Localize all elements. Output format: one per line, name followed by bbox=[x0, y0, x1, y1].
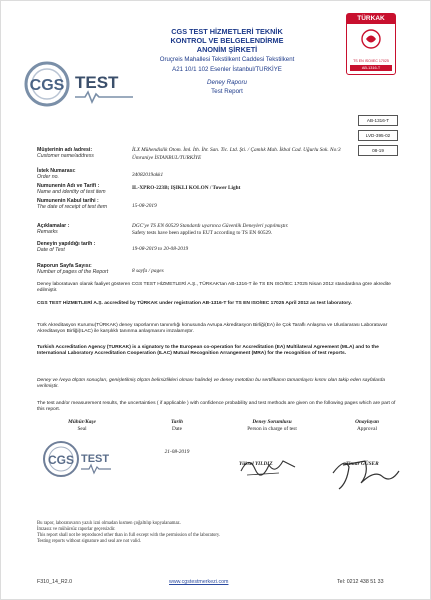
org-address-line1: Oruçreis Mahallesi Tekstilkent Caddesi Tekstilkent bbox=[159, 56, 295, 63]
org-name-line3: ANONİM ŞİRKETİ bbox=[196, 45, 258, 54]
logo-mark: CGS bbox=[29, 77, 65, 94]
remarks-label: Açıklamalar : Remarks bbox=[37, 223, 70, 235]
accreditation-statement-tr: Deney laboratuvarı olarak faaliyet gösteren CGS TEST HİZMETLERİ A.Ş., TÜRKAK'tan AB-1316-T ile TS EN ISO/IEC 17025 Nisan 2012 standardına göre akredite edilmiştir. bbox=[37, 282, 391, 294]
test-date-value: 19-08-2019 to 20-08-2019 bbox=[132, 246, 189, 252]
receipt-date-value: 15-08-2019 bbox=[132, 203, 157, 209]
test-date-label: Deneyin yapıldığı tarih : Date of Test bbox=[37, 241, 96, 253]
telephone: Tel: 0212 438 51 33 bbox=[337, 579, 384, 585]
signature-date: 21-08-2019 bbox=[164, 449, 190, 455]
turkak-brand: TÜRKAK bbox=[347, 14, 395, 24]
approval-name: Timur GÜSER bbox=[346, 461, 379, 467]
responsible-name: Yüksel YILDIZ bbox=[239, 461, 273, 467]
page-count-value: 8 sayfa / pages bbox=[132, 268, 164, 274]
footnote-4: Testing reports without signature and seal are not valid. bbox=[37, 539, 141, 544]
remarks-value-tr: DGC'ye TS EN 60529 Standardı uyarınca Güvenlik Deneyleri yapılmıştır. bbox=[132, 223, 289, 229]
order-number-label: İstek Numarası: Order no. bbox=[37, 168, 76, 180]
accreditation-code: AB-1316-T bbox=[358, 115, 398, 126]
report-title-tr: Deney Raporu bbox=[207, 79, 247, 86]
svg-text:CGS: CGS bbox=[47, 453, 75, 467]
date-heading: Tarih Date bbox=[171, 419, 183, 432]
remarks-value-en: Safety tests have been applied to EUT according to TS EN 60529. bbox=[132, 230, 273, 236]
results-statement-tr: Deney ve /veya ölçüm sonuçları, genişletilmiş ölçüm belirsizlikleri olması halinde) ve deney metotları bu sertifikanın tamamlayıcı kısmı olan takip eden sayfalarda verilmiştir. bbox=[37, 378, 385, 390]
test-item-value: IL-XPRO-223B; IŞIKLI KOLON / Tower Light bbox=[132, 185, 241, 191]
website-link[interactable]: www.cgstestmerkezi.com bbox=[169, 579, 229, 585]
form-code: F310_14_R2.0 bbox=[37, 579, 73, 585]
turkak-standard: TS EN ISO/IEC 17025 bbox=[353, 59, 389, 63]
turkak-badge-number: AB-1316-T bbox=[350, 65, 392, 71]
footnote-1: Bu rapor, laboratuvarın yazılı izni olmadan kısmen çoğaltılıp kopyalanamaz. bbox=[37, 521, 181, 526]
page-count-label: Raporun Sayfa Sayısı: Number of pages of the Report bbox=[37, 263, 109, 275]
customer-value: İLX Mühendislik Otom. İml. İth. İhr. San. Tic. Ltd. Şti. / Çamlık Mah. İkbal Cad. Uğurlu Sok. No:3 bbox=[132, 147, 341, 153]
recognition-statement-tr: Türk Akreditasyon Kurumu(TÜRKAK) deney raporlarının tanınırlığı konusunda Avrupa Akreditasyon Birliği(EA) ile Çok Taraflı Anlaşma ve Uluslararası Laboratuvar Akreditasyon Birliği(ILAC) ile karşılıklı tanınma anlaşmasını imzalamıştır. bbox=[37, 323, 388, 335]
org-name-line2: KONTROL VE BELGELENDİRME bbox=[170, 36, 284, 45]
footnote-2: İmzasız ve mühürsüz raporlar geçersizdir. bbox=[37, 527, 116, 532]
seal-heading: Mühür/Kaşe Seal bbox=[68, 419, 96, 432]
logo-text: TEST bbox=[75, 73, 119, 92]
footnote-3: This report shall not be reproduced other than in full except with the permission of the laboratory. bbox=[37, 533, 221, 538]
approval-heading: Onaylayan Approval bbox=[355, 419, 379, 432]
approval-signature bbox=[325, 453, 403, 493]
customer-value-line2: Ümraniye İSTANBUL/TURKİYE bbox=[132, 155, 202, 161]
accreditation-statement-en: CGS TEST HİZMETLERİ A.Ş. accredited by TÜRKAK under registration AB-1316-T for TS EN ISO/IEC 17025 April 2012 as test laboratory. bbox=[37, 301, 352, 306]
customer-label: Müşterinin adı /adresi: Customer name/address bbox=[37, 147, 94, 159]
report-number: LVD-395-02 bbox=[358, 130, 398, 141]
org-name-line1: CGS TEST HİZMETLERİ TEKNİK bbox=[171, 27, 283, 36]
report-codes bbox=[358, 115, 398, 160]
recognition-statement-en: Turkish Accreditation Agency (TURKAK) is a signatory to the European co-operation for Accreditation (EA) Multilateral Agreement (MLA) and to the International Laboratory Accreditation Cooperation (ILAC) Mutual Recognition Arrangement (MRA) for the recognition of test reports. bbox=[37, 345, 379, 357]
turkak-accreditation-badge bbox=[346, 13, 396, 75]
results-statement-en: The test and/or measurement results, the uncertainties ( if applicable ) with confidence probability and test methods are given on the following pages which are part of this report. bbox=[37, 401, 396, 413]
order-number-value: 34082019akk1 bbox=[132, 172, 164, 178]
receipt-date-label: Numunenin Kabul tarihi : The date of receipt of test item bbox=[37, 198, 108, 210]
footnotes bbox=[37, 521, 220, 545]
report-date-code: 08-19 bbox=[358, 145, 398, 156]
svg-text:TEST: TEST bbox=[81, 453, 110, 465]
cgs-test-logo bbox=[23, 59, 141, 109]
company-stamp bbox=[41, 437, 113, 481]
responsible-heading: Deney Sorumlusu Person in charge of test bbox=[247, 419, 297, 432]
test-item-label: Numunenin Adı ve Tarifi : Name and identity of test item bbox=[37, 183, 106, 195]
accreditation-mark-icon bbox=[358, 28, 384, 50]
report-title-en: Test Report bbox=[211, 88, 243, 95]
organization-header bbox=[141, 27, 313, 96]
org-address-line2: A21 10/1 102 Esenler İstanbul/TURKİYE bbox=[172, 66, 282, 73]
